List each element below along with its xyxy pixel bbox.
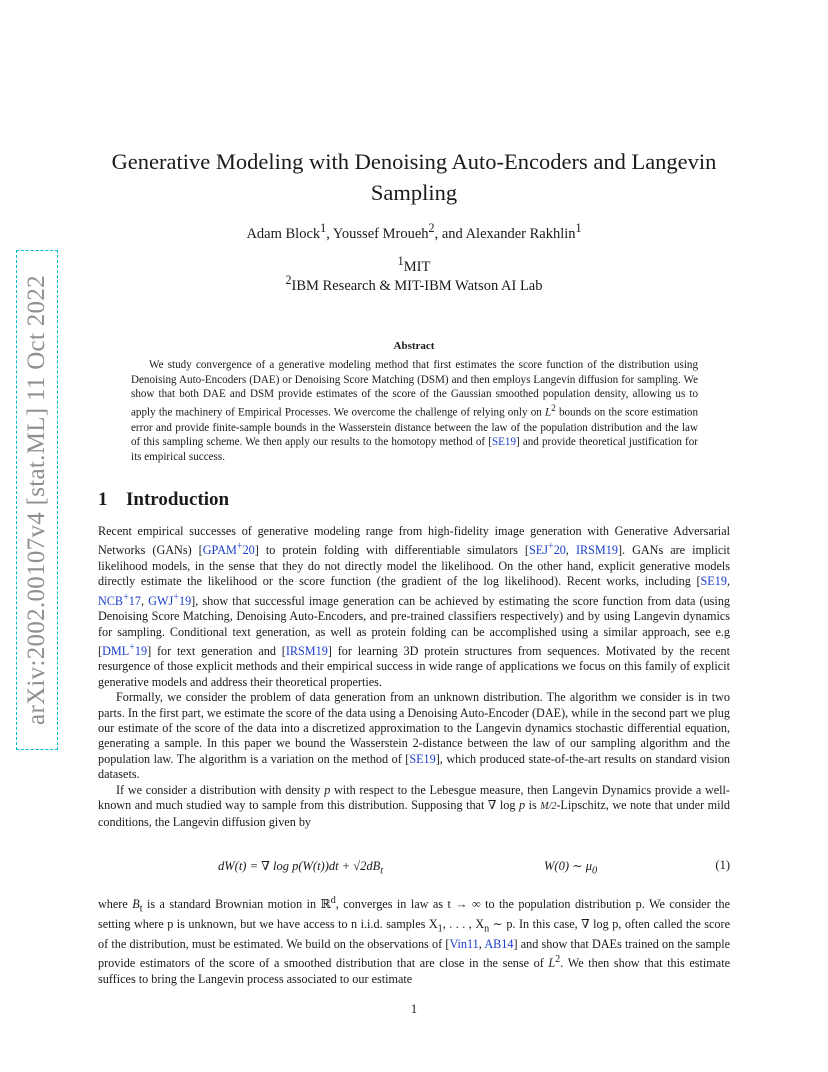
p3-text: -Lipschitz, we note that under mild conditions, the Langevin diffusion given by xyxy=(98,798,730,829)
citation-link[interactable]: IRSM19 xyxy=(285,644,328,659)
p4-text: ∼ p. In this case, ∇ log p, often called the score of the distribution, must be estimated. We build on the observations of [ xyxy=(98,916,730,951)
section-number: 1 xyxy=(98,489,108,510)
p1-cite-2-sup: + xyxy=(547,541,554,553)
p1-cite-5-sup: + xyxy=(123,591,129,603)
abstract-body xyxy=(131,358,698,465)
paragraph-2 xyxy=(98,690,730,782)
affiliation-2-marker: 2 xyxy=(285,273,292,287)
body-text-top xyxy=(98,524,730,830)
citation-link[interactable]: Vin11 xyxy=(449,936,479,951)
p1-text: ] for text generation and [ xyxy=(147,644,286,659)
p4-text: ] and show that DAEs trained on the sample provide estimators of the score of a smoothed distribution that are close in the sense of xyxy=(98,936,731,971)
p1-cite-5-year: 17 xyxy=(128,593,141,608)
p4-x1-sub: 1 xyxy=(437,923,443,935)
p1-text: ], show that successful image generation can be achieved by estimating the score function from data (using Denoising Score Matching, Denoising Auto-Encoders, and pre-trained classifiers respectively) and by using Langevin dynamics for sampling. Conditional text generation, as well as protein folding can be accomplished using a similar approach, see e.g [ xyxy=(98,593,731,659)
p3-var-p: p xyxy=(324,782,331,797)
p4-var-b-sub: t xyxy=(139,903,143,915)
p1-text: , xyxy=(140,593,149,608)
abstract-paragraph xyxy=(131,358,698,465)
body-text-bottom xyxy=(98,893,730,987)
p1-cite-1: GPAM xyxy=(202,543,237,558)
p1-cite-7: DML xyxy=(102,644,130,659)
affiliation-2-text: IBM Research & MIT-IBM Watson AI Lab xyxy=(291,277,543,294)
section-heading xyxy=(98,489,229,511)
p1-cite-7-year: 19 xyxy=(134,644,148,659)
affiliation-1-marker: 1 xyxy=(397,254,404,268)
citation-link[interactable]: AB14 xyxy=(484,936,514,951)
page-number: 1 xyxy=(410,1002,418,1016)
p2-text: ], which produced state-of-the-art results on standard vision datasets. xyxy=(98,751,731,782)
p1-cite-5: NCB xyxy=(98,593,124,608)
equation-lhs-sub: t xyxy=(380,865,384,877)
paragraph-1 xyxy=(98,524,730,690)
author-3: , and Alexander Rakhlin xyxy=(434,225,576,242)
author-1-affil: 1 xyxy=(320,221,327,235)
arxiv-stamp xyxy=(16,250,58,750)
citation-link[interactable] xyxy=(102,641,148,659)
affiliation-1-text: MIT xyxy=(403,258,431,275)
section-title: Introduction xyxy=(126,489,230,510)
author-1: Adam Block xyxy=(246,225,321,242)
p3-fraction: M/2 xyxy=(540,801,557,813)
equation-rhs-text: W(0) ∼ μ xyxy=(544,859,592,873)
equation-number: (1) xyxy=(715,858,730,872)
p4-var-b: B xyxy=(132,897,140,912)
equation-lhs xyxy=(218,858,383,877)
abstract-text-1: We study convergence of a generative modeling method that first estimates the score function of the distribution using Denoising Auto-Encoders (DAE) or Denoising Score Matching (DSM) and then employs Langevin diffusion for sampling. We show that both DAE and DSM provide estimates of the score of the Gaussian smoothed population density, allowing us to apply the machinery of Empirical Processes. We overcome the challenge of relying only on xyxy=(131,359,698,419)
p4-text: , . . . , X xyxy=(442,916,485,931)
p3-text: with respect to the Lebesgue measure, then Langevin Dynamics provide a well-known and much studied way to sample from this distribution. Supposing that ∇ log xyxy=(98,782,730,813)
p4-dim-sup: d xyxy=(330,895,336,906)
p1-cite-6-sup: + xyxy=(173,591,179,603)
p1-text: ]. GANs are implicit likelihood models, in the sense that they do not directly model the likelihood. On the other hand, explicit generative models directly estimate the likelihood or the score function (the gradient of the log likelihood). Recent works, including [ xyxy=(98,543,731,589)
author-line xyxy=(0,221,828,243)
equation-lhs-text: dW(t) = ∇ log p(W(t))dt + √2dB xyxy=(218,859,381,873)
citation-link[interactable] xyxy=(529,543,566,557)
p3-text: If we consider a distribution with density xyxy=(116,782,325,797)
abstract-l2: L xyxy=(544,406,552,419)
p1-text: Recent empirical successes of generative modeling range from high-fidelity image generation with Generative Adversarial Networks (GANs) [ xyxy=(98,524,730,558)
affiliation-2 xyxy=(0,273,828,295)
p1-text: , xyxy=(565,543,576,558)
equation-rhs-sub: 0 xyxy=(592,865,598,877)
citation-link[interactable] xyxy=(148,591,192,608)
p4-text: , xyxy=(478,936,485,951)
citation-link[interactable]: SE19 xyxy=(491,436,516,449)
paper-title: Generative Modeling with Denoising Auto-Encoders and Langevin Sampling xyxy=(111,149,717,205)
author-3-affil: 1 xyxy=(575,221,582,235)
citation-link[interactable] xyxy=(98,591,141,608)
p2-text: Formally, we consider the problem of data generation from an unknown distribution. The algorithm we consider is in two parts. In the first part, we estimate the score of the data using a Denoising Auto-Encoder (DAE), while in the second part we plug our estimate of the score of the data into a discretized approximation to the Langevin dynamics stochastic differential equation, generating a sample. In this paper we bound the Wasserstein 2-distance between the law of our sampling algorithm and the population law. The algorithm is a variation on the method of [ xyxy=(98,690,730,766)
citation-link[interactable] xyxy=(203,543,255,557)
p3-text: is xyxy=(525,798,541,813)
citation-link[interactable]: SE19 xyxy=(409,751,436,766)
citation-link[interactable]: IRSM19 xyxy=(575,543,618,558)
p1-text: ] for learning 3D protein structures from sequences. Motivated by the recent resurgence of those explicit methods and their empirical success in wide range of applications we focus on this family of explicit generative models and address their theoretical properties. xyxy=(98,644,730,689)
p1-cite-6: GWJ xyxy=(148,593,174,608)
abstract-heading: Abstract xyxy=(393,340,435,352)
arxiv-stamp-text: arXiv:2002.00107v4 [stat.ML] 11 Oct 2022 xyxy=(23,275,50,725)
p4-xn-sub: n xyxy=(484,923,490,935)
equation-rhs xyxy=(544,858,597,877)
p4-text: where xyxy=(98,897,133,912)
p4-text: , converges in law as t → ∞ to the population distribution p. We consider the setting where p is unknown, but we have access to n i.i.d. samples X xyxy=(98,897,730,931)
citation-link[interactable]: SE19 xyxy=(700,574,727,589)
p1-text: , xyxy=(726,574,730,589)
p3-var-p: p xyxy=(519,798,526,813)
p4-var-l-sup: 2 xyxy=(555,954,561,966)
abstract-text-3: ] and provide theoretical justification for its empirical success. xyxy=(131,436,698,463)
abstract-text-2: bounds on the score estimation error and provide finite-sample bounds in the Wasserstein distance between the law of the population distribution and the law of this sampling scheme. We then apply our results to the homotopy method of [ xyxy=(131,406,698,449)
paragraph-3 xyxy=(98,783,730,830)
p1-cite-7-sup: + xyxy=(129,641,135,653)
p4-var-l: L xyxy=(548,956,556,971)
p4-text: . We then show that this estimate suffices to bring the Langevin process associated to our estimate xyxy=(98,956,730,986)
p1-text: ] to protein folding with differentiable simulators [ xyxy=(254,543,529,558)
p1-cite-1-sup: + xyxy=(236,541,243,553)
author-2-affil: 2 xyxy=(428,221,435,235)
abstract-l2-sup: 2 xyxy=(551,404,556,415)
p1-cite-1-year: 20 xyxy=(242,543,255,558)
p4-text: is a standard Brownian motion in ℝ xyxy=(142,897,331,912)
author-2: , Youssef Mroueh xyxy=(326,225,429,242)
paragraph-4 xyxy=(98,893,730,987)
p1-cite-2-year: 20 xyxy=(553,543,566,558)
p1-cite-6-year: 19 xyxy=(178,593,192,608)
p1-cite-2: SEJ xyxy=(529,543,548,558)
